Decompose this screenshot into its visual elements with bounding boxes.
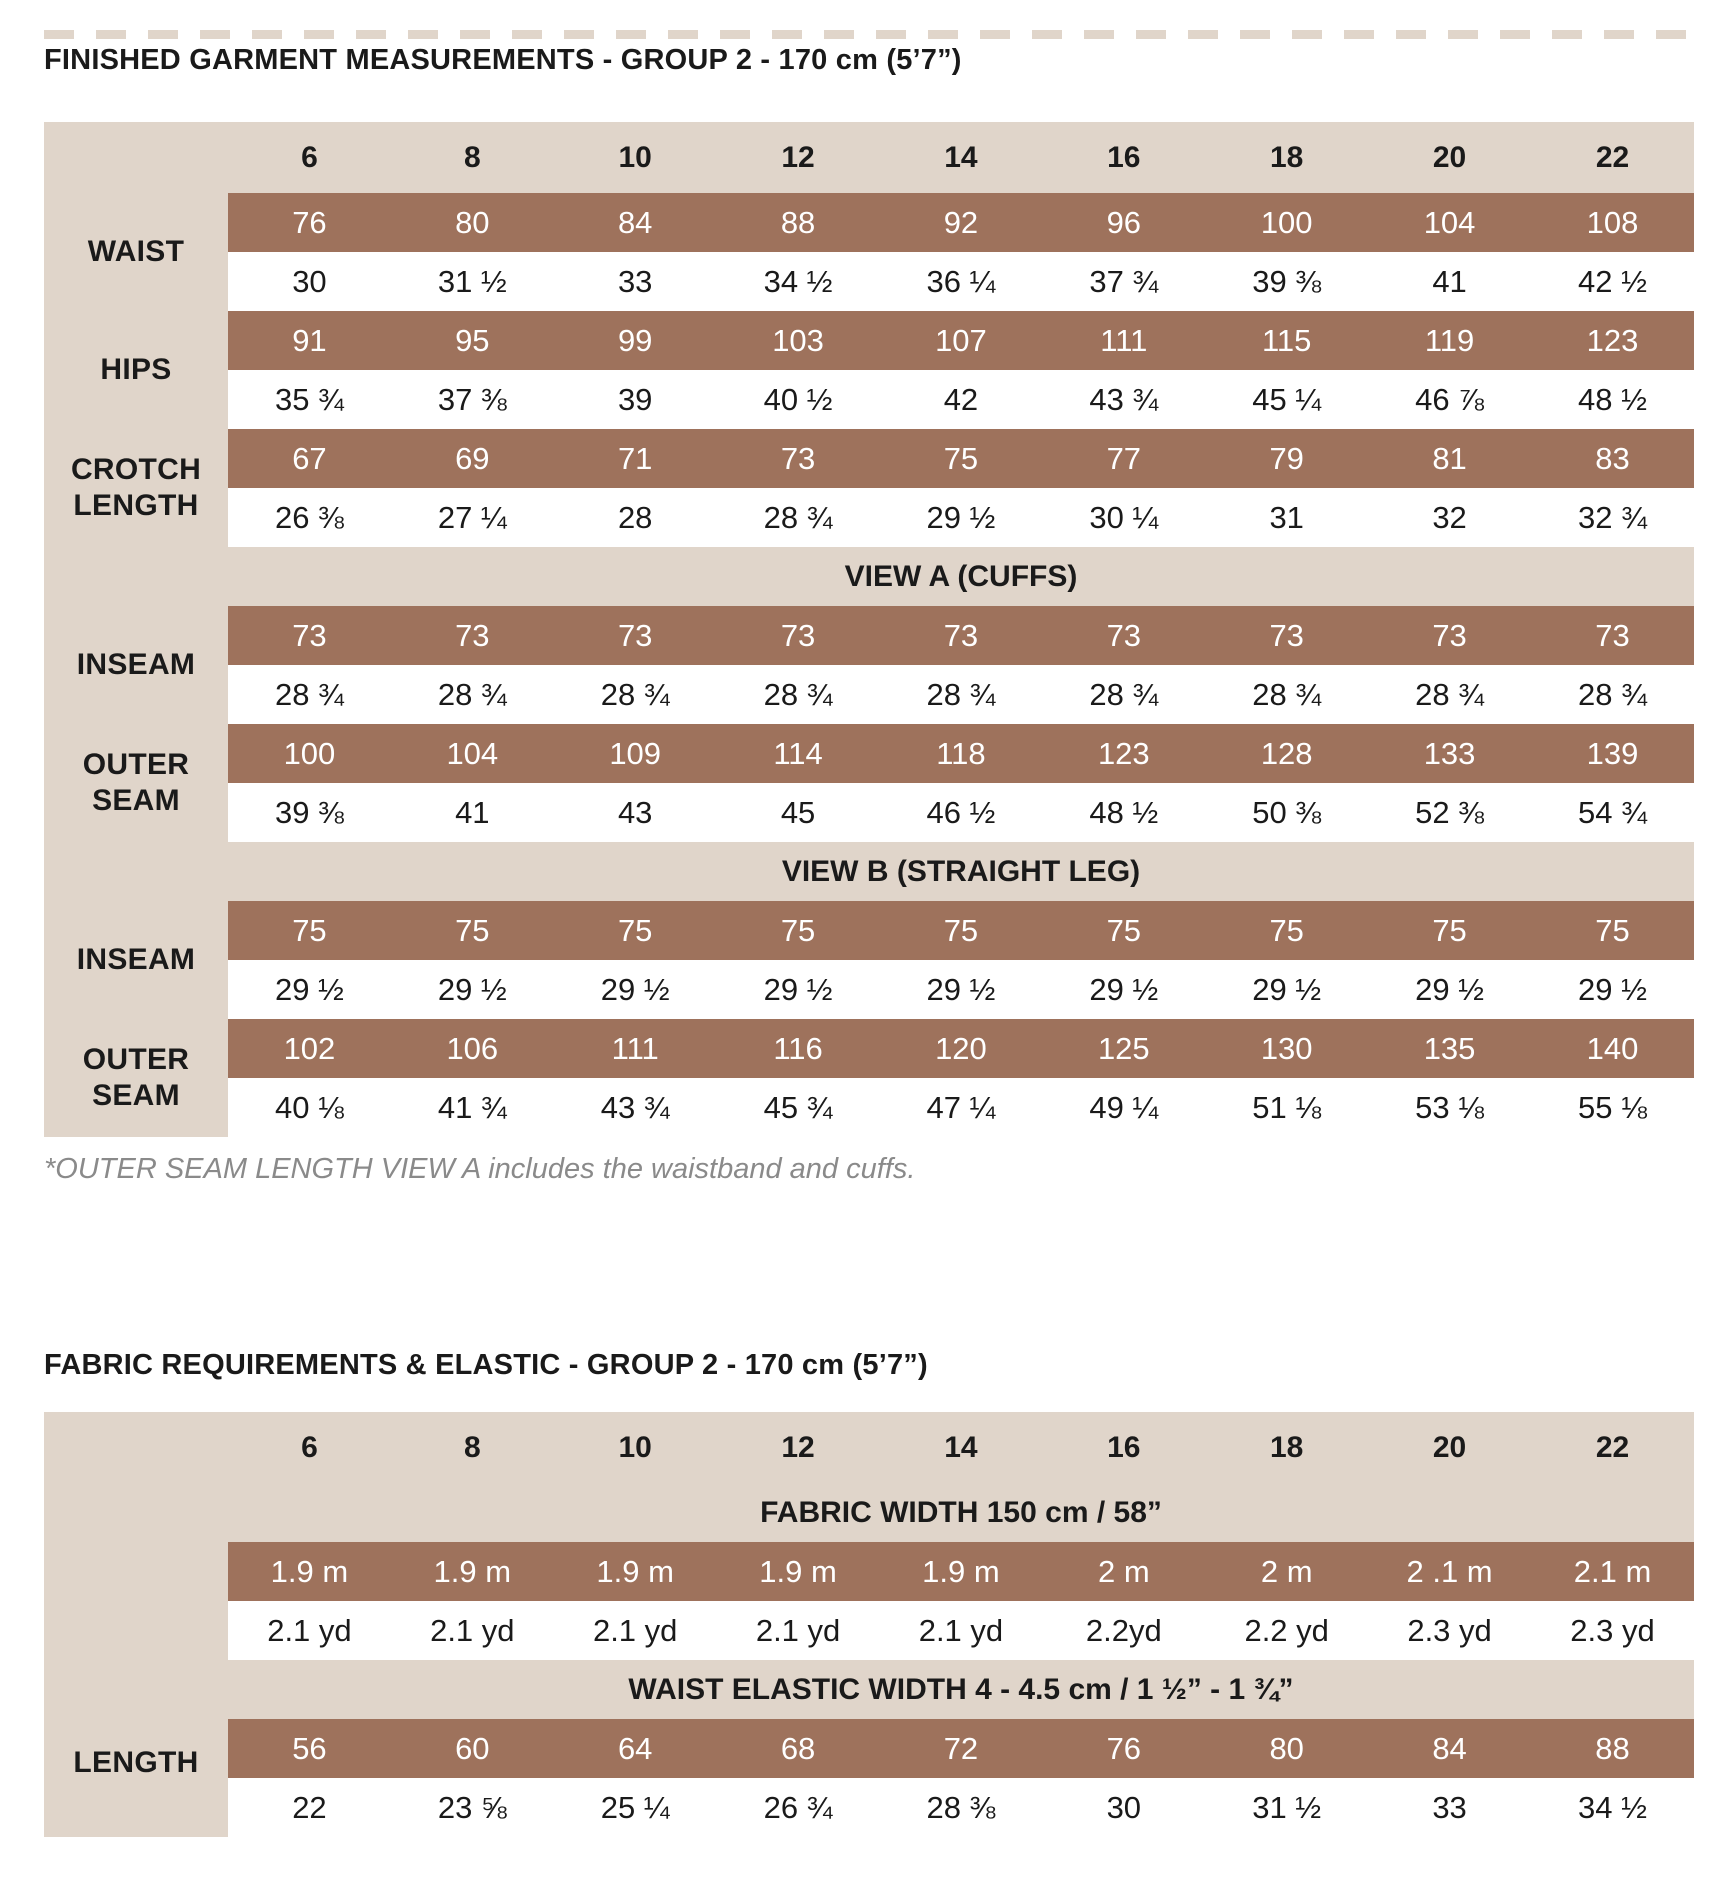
header-corner [44,122,228,193]
imperial-row [44,1778,1694,1837]
imperial-value-cell: 32 ¾ [1531,488,1694,547]
size-header-cell: 20 [1368,1412,1531,1483]
imperial-value-cell: 29 ½ [228,960,391,1019]
imperial-value-cell: 34 ½ [717,252,880,311]
imperial-value-cell: 29 ½ [1205,960,1368,1019]
imperial-value-cell: 28 ¾ [554,665,717,724]
size-header-cell: 10 [554,1412,717,1483]
metric-value-cell: 1.9 m [717,1542,880,1601]
imperial-value-cell: 42 [880,370,1043,429]
dashed-divider [44,30,1694,39]
metric-value-cell: 116 [717,1019,880,1078]
metric-value-cell: 75 [228,901,391,960]
metric-value-cell: 80 [391,193,554,252]
imperial-value-cell: 37 ¾ [1042,252,1205,311]
metric-value-cell: 104 [391,724,554,783]
row-label: OUTER SEAM [44,1019,228,1137]
metric-value-cell: 83 [1531,429,1694,488]
metric-value-cell: 88 [717,193,880,252]
metric-row [44,1719,1694,1778]
metric-value-cell: 67 [228,429,391,488]
imperial-value-cell: 28 ¾ [1042,665,1205,724]
metric-value-cell: 96 [1042,193,1205,252]
imperial-value-cell: 46 ⅞ [1368,370,1531,429]
metric-value-cell: 75 [717,901,880,960]
metric-value-cell: 56 [228,1719,391,1778]
metric-value-cell: 125 [1042,1019,1205,1078]
imperial-value-cell: 29 ½ [391,960,554,1019]
imperial-value-cell: 2.2yd [1042,1601,1205,1660]
metric-value-cell: 76 [1042,1719,1205,1778]
metric-value-cell: 75 [1531,901,1694,960]
metric-value-cell: 109 [554,724,717,783]
garment-section-title: FINISHED GARMENT MEASUREMENTS - GROUP 2 - 170 cm (5’7”) [44,44,962,76]
imperial-value-cell: 2.3 yd [1531,1601,1694,1660]
imperial-value-cell: 29 ½ [554,960,717,1019]
metric-value-cell: 77 [1042,429,1205,488]
row-label-spacer [44,547,228,606]
metric-value-cell: 104 [1368,193,1531,252]
metric-row [44,193,1694,252]
header-corner [44,1412,228,1483]
metric-value-cell: 75 [880,901,1043,960]
metric-value-cell: 123 [1042,724,1205,783]
imperial-value-cell: 31 ½ [391,252,554,311]
size-header-cell: 12 [717,122,880,193]
metric-value-cell: 75 [880,429,1043,488]
imperial-value-cell: 2.1 yd [880,1601,1043,1660]
imperial-row [44,665,1694,724]
imperial-value-cell: 37 ⅜ [391,370,554,429]
metric-value-cell: 111 [554,1019,717,1078]
imperial-value-cell: 45 [717,783,880,842]
metric-value-cell: 75 [1368,901,1531,960]
size-header-cell: 16 [1042,122,1205,193]
metric-value-cell: 107 [880,311,1043,370]
metric-value-cell: 99 [554,311,717,370]
imperial-value-cell: 41 [1368,252,1531,311]
metric-value-cell: 73 [554,606,717,665]
metric-value-cell: 108 [1531,193,1694,252]
metric-value-cell: 75 [1205,901,1368,960]
metric-value-cell: 139 [1531,724,1694,783]
metric-value-cell: 1.9 m [554,1542,717,1601]
imperial-value-cell: 48 ½ [1531,370,1694,429]
imperial-value-cell: 26 ⅜ [228,488,391,547]
metric-value-cell: 73 [880,606,1043,665]
imperial-value-cell: 35 ¾ [228,370,391,429]
imperial-value-cell: 2.1 yd [391,1601,554,1660]
metric-value-cell: 73 [228,606,391,665]
imperial-value-cell: 41 ¾ [391,1078,554,1137]
view-title-row [44,842,1694,901]
row-label: INSEAM [44,606,228,724]
metric-value-cell: 100 [1205,193,1368,252]
size-header-cell: 8 [391,122,554,193]
size-header-cell: 14 [880,1412,1043,1483]
imperial-value-cell: 36 ¼ [880,252,1043,311]
imperial-value-cell: 27 ¼ [391,488,554,547]
size-header-row [44,1412,1694,1483]
metric-value-cell: 1.9 m [391,1542,554,1601]
metric-value-cell: 71 [554,429,717,488]
imperial-value-cell: 28 ¾ [1368,665,1531,724]
imperial-value-cell: 28 ¾ [228,665,391,724]
metric-value-cell: 115 [1205,311,1368,370]
imperial-value-cell: 45 ¾ [717,1078,880,1137]
row-label: INSEAM [44,901,228,1019]
metric-value-cell: 103 [717,311,880,370]
metric-value-cell: 95 [391,311,554,370]
imperial-value-cell: 30 [1042,1778,1205,1837]
imperial-row [44,252,1694,311]
imperial-value-cell: 29 ½ [717,960,880,1019]
imperial-value-cell: 28 [554,488,717,547]
imperial-value-cell: 33 [1368,1778,1531,1837]
metric-row [44,1019,1694,1078]
metric-value-cell: 2 m [1042,1542,1205,1601]
garment-measurements-table [44,122,1694,1137]
imperial-value-cell: 43 [554,783,717,842]
metric-value-cell: 140 [1531,1019,1694,1078]
imperial-value-cell: 41 [391,783,554,842]
size-header-cell: 22 [1531,1412,1694,1483]
size-header-cell: 20 [1368,122,1531,193]
fabric-section-title: FABRIC REQUIREMENTS & ELASTIC - GROUP 2 - 170 cm (5’7”) [44,1349,928,1381]
imperial-value-cell: 39 ⅜ [228,783,391,842]
imperial-value-cell: 2.1 yd [717,1601,880,1660]
imperial-value-cell: 2.3 yd [1368,1601,1531,1660]
metric-value-cell: 119 [1368,311,1531,370]
imperial-row [44,370,1694,429]
fabric-requirements-table [44,1412,1694,1837]
row-label: OUTER SEAM [44,724,228,842]
metric-value-cell: 2 m [1205,1542,1368,1601]
metric-value-cell: 69 [391,429,554,488]
metric-value-cell: 88 [1531,1719,1694,1778]
metric-value-cell: 76 [228,193,391,252]
imperial-value-cell: 28 ¾ [1531,665,1694,724]
view-title: VIEW B (STRAIGHT LEG) [228,842,1694,901]
view-title: WAIST ELASTIC WIDTH 4 - 4.5 cm / 1 ½” - 1 ¾” [228,1660,1694,1719]
size-header-cell: 6 [228,1412,391,1483]
imperial-value-cell: 52 ⅜ [1368,783,1531,842]
metric-value-cell: 102 [228,1019,391,1078]
metric-row [44,1542,1694,1601]
metric-value-cell: 111 [1042,311,1205,370]
view-title-row [44,1660,1694,1719]
metric-row [44,429,1694,488]
imperial-value-cell: 22 [228,1778,391,1837]
metric-value-cell: 133 [1368,724,1531,783]
metric-value-cell: 79 [1205,429,1368,488]
metric-value-cell: 73 [1531,606,1694,665]
metric-value-cell: 80 [1205,1719,1368,1778]
metric-value-cell: 73 [717,429,880,488]
metric-row [44,311,1694,370]
imperial-value-cell: 26 ¾ [717,1778,880,1837]
imperial-value-cell: 23 ⅝ [391,1778,554,1837]
imperial-value-cell: 28 ⅜ [880,1778,1043,1837]
view-title-row [44,547,1694,606]
metric-value-cell: 84 [1368,1719,1531,1778]
size-header-cell: 8 [391,1412,554,1483]
metric-value-cell: 84 [554,193,717,252]
imperial-value-cell: 28 ¾ [717,488,880,547]
metric-value-cell: 100 [228,724,391,783]
metric-value-cell: 120 [880,1019,1043,1078]
imperial-value-cell: 50 ⅜ [1205,783,1368,842]
metric-value-cell: 1.9 m [228,1542,391,1601]
metric-value-cell: 75 [554,901,717,960]
imperial-value-cell: 31 [1205,488,1368,547]
imperial-value-cell: 40 ½ [717,370,880,429]
metric-value-cell: 73 [717,606,880,665]
metric-value-cell: 72 [880,1719,1043,1778]
imperial-value-cell: 29 ½ [1042,960,1205,1019]
imperial-value-cell: 29 ½ [1368,960,1531,1019]
imperial-row [44,960,1694,1019]
metric-value-cell: 64 [554,1719,717,1778]
metric-value-cell: 75 [1042,901,1205,960]
imperial-value-cell: 2.1 yd [554,1601,717,1660]
metric-value-cell: 73 [1042,606,1205,665]
metric-value-cell: 73 [1368,606,1531,665]
imperial-row [44,1601,1694,1660]
row-label-spacer [44,842,228,901]
imperial-value-cell: 43 ¾ [1042,370,1205,429]
metric-value-cell: 92 [880,193,1043,252]
metric-row [44,606,1694,665]
size-header-cell: 12 [717,1412,880,1483]
imperial-value-cell: 40 ⅛ [228,1078,391,1137]
imperial-value-cell: 48 ½ [1042,783,1205,842]
row-label: CROTCH LENGTH [44,429,228,547]
imperial-value-cell: 51 ⅛ [1205,1078,1368,1137]
metric-row [44,901,1694,960]
size-header-cell: 6 [228,122,391,193]
imperial-value-cell: 28 ¾ [880,665,1043,724]
imperial-value-cell: 29 ½ [880,488,1043,547]
size-header-cell: 16 [1042,1412,1205,1483]
imperial-row [44,1078,1694,1137]
metric-value-cell: 114 [717,724,880,783]
metric-value-cell: 1.9 m [880,1542,1043,1601]
imperial-value-cell: 29 ½ [880,960,1043,1019]
imperial-value-cell: 25 ¼ [554,1778,717,1837]
metric-value-cell: 123 [1531,311,1694,370]
imperial-value-cell: 43 ¾ [554,1078,717,1137]
view-title-row [44,1483,1694,1542]
metric-value-cell: 81 [1368,429,1531,488]
imperial-value-cell: 2.1 yd [228,1601,391,1660]
imperial-value-cell: 39 ⅜ [1205,252,1368,311]
imperial-value-cell: 46 ½ [880,783,1043,842]
imperial-value-cell: 55 ⅛ [1531,1078,1694,1137]
metric-value-cell: 60 [391,1719,554,1778]
imperial-value-cell: 32 [1368,488,1531,547]
size-header-cell: 14 [880,122,1043,193]
imperial-value-cell: 34 ½ [1531,1778,1694,1837]
size-header-cell: 18 [1205,1412,1368,1483]
imperial-value-cell: 49 ¼ [1042,1078,1205,1137]
imperial-value-cell: 28 ¾ [1205,665,1368,724]
imperial-value-cell: 31 ½ [1205,1778,1368,1837]
metric-value-cell: 135 [1368,1019,1531,1078]
imperial-value-cell: 45 ¼ [1205,370,1368,429]
metric-value-cell: 68 [717,1719,880,1778]
imperial-value-cell: 2.2 yd [1205,1601,1368,1660]
view-title: VIEW A (CUFFS) [228,547,1694,606]
row-label: WAIST [44,193,228,311]
metric-value-cell: 128 [1205,724,1368,783]
metric-value-cell: 75 [391,901,554,960]
imperial-value-cell: 29 ½ [1531,960,1694,1019]
size-header-cell: 10 [554,122,717,193]
view-title: FABRIC WIDTH 150 cm / 58” [228,1483,1694,1542]
imperial-value-cell: 28 ¾ [391,665,554,724]
imperial-value-cell: 33 [554,252,717,311]
imperial-value-cell: 53 ⅛ [1368,1078,1531,1137]
size-header-row [44,122,1694,193]
metric-value-cell: 2 .1 m [1368,1542,1531,1601]
footnote: *OUTER SEAM LENGTH VIEW A includes the waistband and cuffs. [44,1153,916,1185]
size-header-cell: 22 [1531,122,1694,193]
metric-value-cell: 73 [1205,606,1368,665]
metric-row [44,724,1694,783]
imperial-value-cell: 39 [554,370,717,429]
metric-value-cell: 2.1 m [1531,1542,1694,1601]
row-label: LENGTH [44,1483,228,1837]
row-label: HIPS [44,311,228,429]
metric-value-cell: 118 [880,724,1043,783]
imperial-value-cell: 54 ¾ [1531,783,1694,842]
imperial-value-cell: 30 ¼ [1042,488,1205,547]
imperial-row [44,488,1694,547]
metric-value-cell: 106 [391,1019,554,1078]
metric-value-cell: 91 [228,311,391,370]
imperial-value-cell: 30 [228,252,391,311]
metric-value-cell: 73 [391,606,554,665]
size-header-cell: 18 [1205,122,1368,193]
metric-value-cell: 130 [1205,1019,1368,1078]
imperial-value-cell: 28 ¾ [717,665,880,724]
imperial-value-cell: 47 ¼ [880,1078,1043,1137]
imperial-row [44,783,1694,842]
imperial-value-cell: 42 ½ [1531,252,1694,311]
